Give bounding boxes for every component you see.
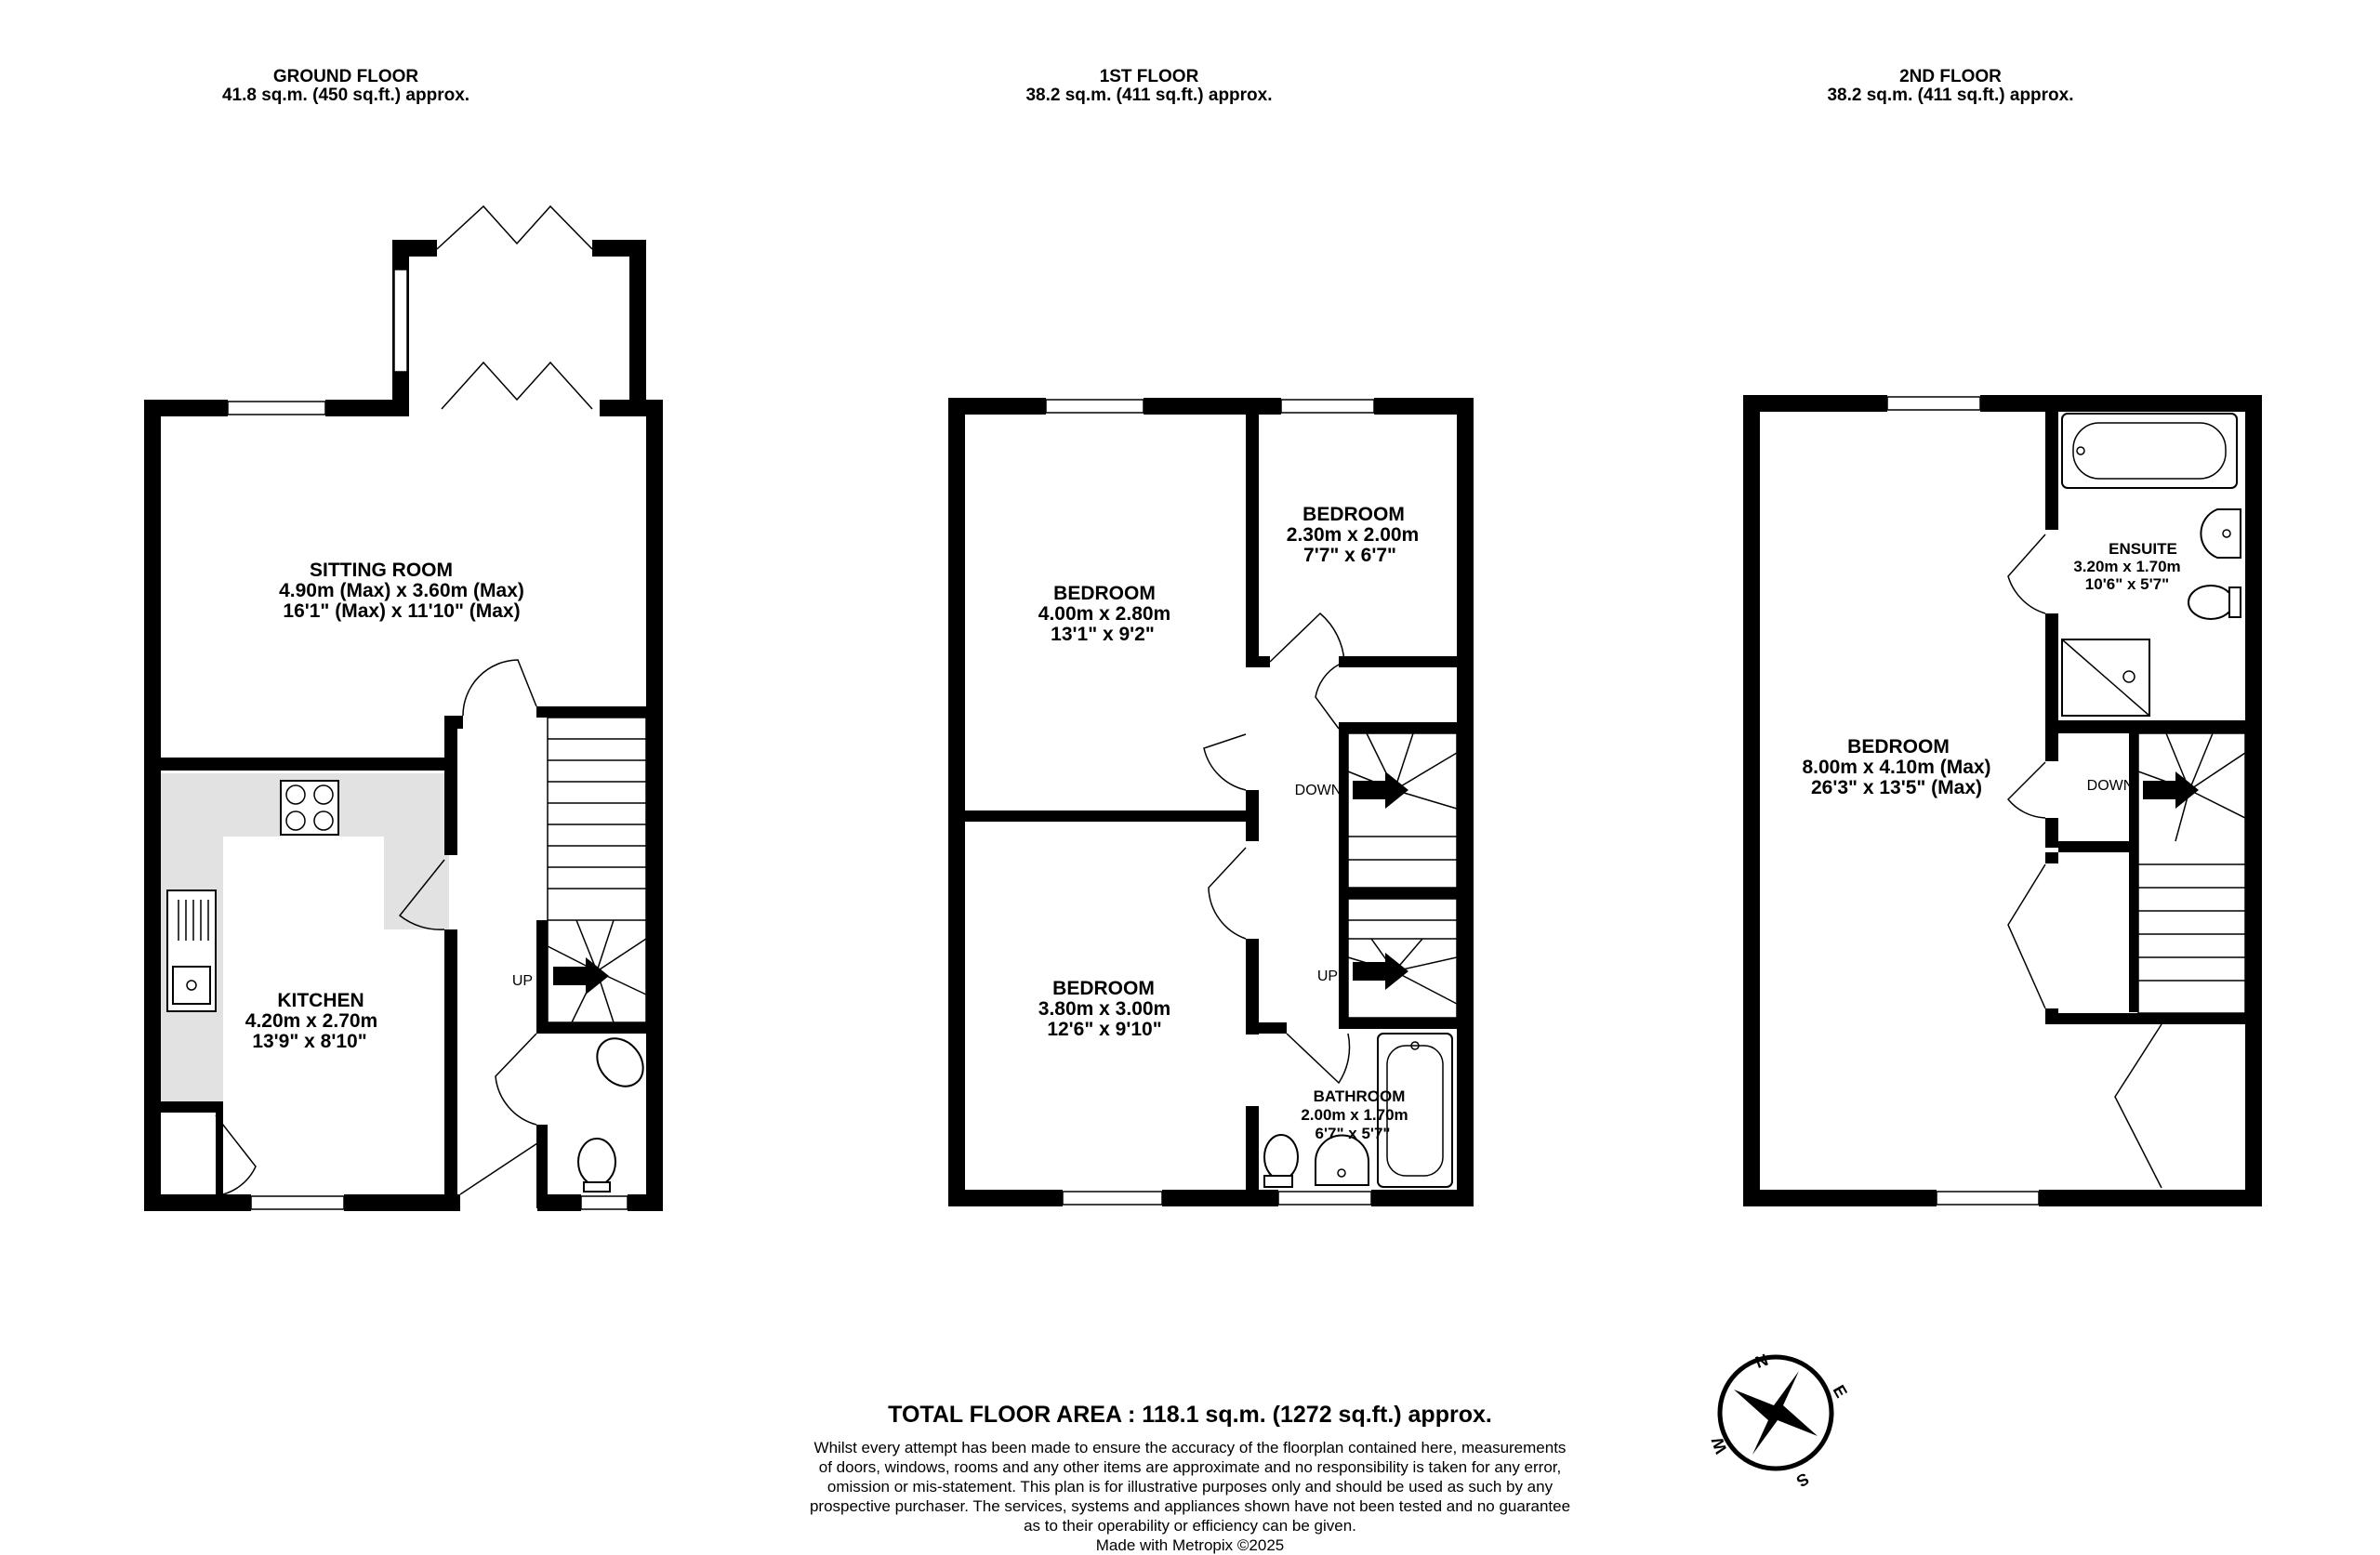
bathroom-toilet-icon: [1264, 1135, 1298, 1187]
bedroom-2f-top-window: [1887, 397, 1980, 410]
landing-door[interactable]: [2008, 762, 2045, 818]
ensuite-bath-icon: [2062, 414, 2237, 488]
total-floor-area: TOTAL FLOOR AREA : 118.1 sq.m. (1272 sq.ft.) approx.: [888, 1402, 1492, 1428]
second-stairs-down: [2138, 733, 2245, 1013]
hob-icon: [281, 781, 338, 835]
bedroom-b-name: BEDROOM: [1302, 504, 1405, 525]
ensuite-name: ENSUITE: [2109, 540, 2177, 558]
disclaimer-line-3: omission or mis-statement. This plan is for illustrative purposes only and should be used as such by any: [826, 1478, 1554, 1496]
bedroom-2f-metric: 8.00m x 4.10m (Max): [1802, 757, 1991, 778]
compass-s: S: [1792, 1469, 1813, 1491]
first-floor-plan: [948, 398, 1474, 1206]
compass-w: W: [1708, 1434, 1731, 1456]
front-door[interactable]: [460, 1143, 537, 1194]
compass-e: E: [1829, 1381, 1851, 1402]
stairs-up-arrow-icon: [1353, 953, 1408, 990]
kitchen-imperial: 13'9" x 8'10": [252, 1031, 367, 1052]
first-floor-area: 38.2 sq.m. (411 sq.ft.) approx.: [1025, 86, 1273, 105]
wc-toilet-icon: [578, 1139, 615, 1192]
bay-french-doors[interactable]: [437, 206, 592, 249]
bathroom-door[interactable]: [1287, 1034, 1350, 1083]
ensuite-shower-icon: [2062, 639, 2149, 716]
wc-door[interactable]: [496, 1034, 536, 1125]
airing-cupboard-door[interactable]: [1316, 665, 1339, 729]
first-stairs-up: [1348, 899, 1457, 1018]
second-floor-plan: [1743, 395, 2262, 1206]
sitting-room-window: [228, 402, 325, 415]
footer: [725, 1402, 1655, 1555]
sitting-room-imperial: 16'1" (Max) x 11'10" (Max): [283, 600, 521, 622]
first-stairs-up-label: UP: [1316, 969, 1339, 984]
bedroom-c-name: BEDROOM: [1052, 978, 1155, 999]
ground-floor-plan: [144, 206, 663, 1211]
ensuite-toilet-icon: [2188, 586, 2241, 619]
sitting-room-metric: 4.90m (Max) x 3.60m (Max): [279, 580, 524, 601]
bedroom-2f-imperial: 26'3" x 13'5" (Max): [1811, 777, 1982, 798]
credit: Made with Metropix ©2025: [1095, 1536, 1285, 1554]
kitchen-metric: 4.20m x 2.70m: [245, 1010, 378, 1032]
ground-floor-area: 41.8 sq.m. (450 sq.ft.) approx.: [221, 86, 470, 105]
ground-stairs: [548, 718, 646, 1022]
first-stairs-down-label: DOWN: [1294, 783, 1342, 798]
bedroom-a-window: [1046, 400, 1144, 413]
sitting-room-name: SITTING ROOM: [310, 560, 453, 581]
wardrobe-door-b[interactable]: [2115, 1024, 2162, 1188]
bathroom-basin-icon: [1316, 1136, 1368, 1186]
disclaimer-line-1: Whilst every attempt has been made to ensure the accuracy of the floorplan contained here, measurements: [813, 1439, 1567, 1456]
bedroom-2f-name: BEDROOM: [1847, 736, 1950, 758]
bedroom-c-imperial: 12'6" x 9'10": [1047, 1019, 1162, 1040]
sitting-french-doors[interactable]: [442, 362, 592, 409]
bedroom-b-window: [1281, 400, 1374, 413]
bedroom-c-window: [1063, 1192, 1162, 1205]
disclaimer-line-5: as to their operability or efficiency can be given.: [1024, 1517, 1356, 1535]
ensuite-metric: 3.20m x 1.70m: [2073, 558, 2181, 575]
bedroom-a-imperial: 13'1" x 9'2": [1051, 624, 1155, 645]
bedroom-b-door[interactable]: [1270, 613, 1344, 662]
bedroom-a-door[interactable]: [1204, 734, 1246, 790]
ground-floor-title: GROUND FLOOR: [272, 67, 419, 86]
ensuite-basin-icon: [2201, 509, 2241, 558]
second-floor-area: 38.2 sq.m. (411 sq.ft.) approx.: [1827, 86, 2074, 105]
wardrobe-door-a[interactable]: [2008, 864, 2045, 1008]
first-stairs-down: [1348, 733, 1457, 888]
second-stairs-down-label: DOWN: [2086, 778, 2135, 794]
bedroom-a-metric: 4.00m x 2.80m: [1038, 603, 1171, 625]
disclaimer-line-2: of doors, windows, rooms and any other items are approximate and no responsibility is taken for any error,: [818, 1458, 1562, 1476]
ensuite-door[interactable]: [2008, 534, 2045, 613]
kitchen-name: KITCHEN: [277, 990, 364, 1011]
bathroom-metric: 2.00m x 1.70m: [1301, 1106, 1408, 1124]
kitchen-sink-icon: [167, 890, 216, 1011]
bedroom-c-metric: 3.80m x 3.00m: [1038, 998, 1171, 1020]
bedroom-c-door[interactable]: [1209, 848, 1246, 939]
first-floor-title: 1ST FLOOR: [1099, 67, 1199, 86]
bedroom-b-metric: 2.30m x 2.00m: [1286, 524, 1420, 546]
kitchen-window: [251, 1196, 344, 1209]
bathroom-window: [1278, 1192, 1371, 1205]
compass-icon: [1708, 1351, 1851, 1491]
second-floor-title: 2ND FLOOR: [1899, 67, 2002, 86]
wc-window: [581, 1196, 628, 1209]
disclaimer-line-4: prospective purchaser. The services, systems and appliances shown have not been tested and no guarantee: [809, 1497, 1571, 1515]
bay-side-window: [394, 270, 407, 372]
wc-basin-icon: [588, 1029, 653, 1095]
bathroom-imperial: 6'7" x 5'7": [1315, 1125, 1391, 1142]
bedroom-b-imperial: 7'7" x 6'7": [1303, 545, 1396, 566]
stairs-down-arrow-icon: [2143, 771, 2199, 809]
bedroom-2f-bottom-window: [1937, 1192, 2039, 1205]
hall-door[interactable]: [463, 660, 536, 716]
bathroom-name: BATHROOM: [1313, 1087, 1406, 1105]
ground-stairs-label: UP: [511, 973, 534, 989]
ensuite-imperial: 10'6" x 5'7": [2084, 575, 2170, 593]
compass-n: N: [1752, 1350, 1771, 1372]
bedroom-a-name: BEDROOM: [1053, 583, 1156, 604]
